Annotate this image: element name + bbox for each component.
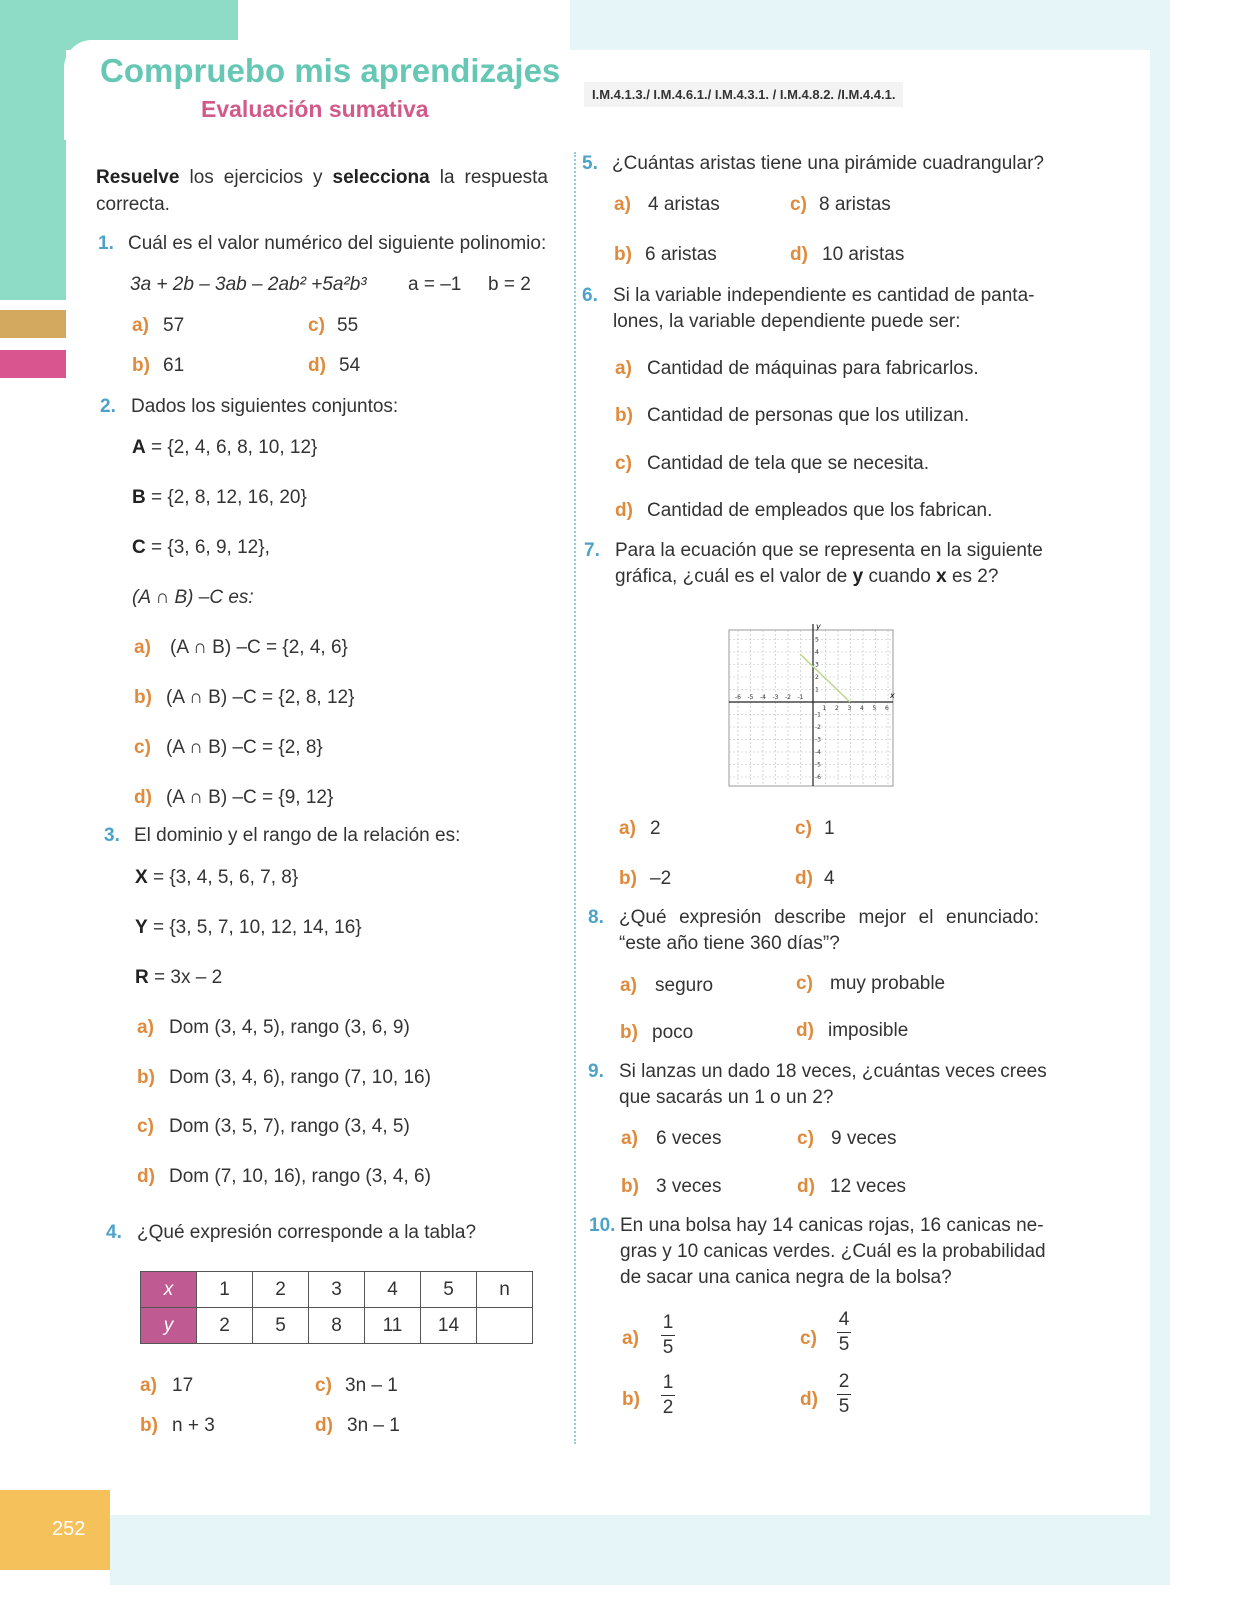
- q3-option-letter[interactable]: c): [137, 1116, 154, 1137]
- q8-option-letter[interactable]: a): [620, 975, 637, 996]
- y-tick-label: -6: [815, 774, 821, 781]
- q3-option-a[interactable]: Dom (3, 4, 5), rango (3, 6, 9): [169, 1017, 410, 1038]
- y-tick-label: -4: [815, 749, 821, 756]
- x-tick-label: -3: [772, 694, 779, 701]
- y-tick-label: -5: [815, 761, 821, 769]
- q2-option-b[interactable]: (A ∩ B) –C = {2, 8, 12}: [166, 687, 355, 708]
- table-cell: 2: [253, 1272, 309, 1308]
- q5-option-letter[interactable]: b): [614, 244, 632, 265]
- q6-option-letter[interactable]: c): [615, 453, 632, 474]
- bottom-band: [110, 1515, 1170, 1585]
- q10-option-letter[interactable]: b): [622, 1389, 640, 1410]
- q5-text: ¿Cuántas aristas tiene una pirámide cuadrangular?: [612, 153, 1044, 174]
- q10-option-letter[interactable]: c): [800, 1328, 817, 1349]
- q4-option-a[interactable]: 17: [172, 1375, 194, 1396]
- q1-b-value: b = 2: [488, 274, 531, 295]
- q1-option-c[interactable]: 55: [337, 315, 359, 336]
- x-tick-label: 4: [860, 705, 864, 712]
- x-tick-label: -2: [785, 694, 791, 701]
- right-band: [1150, 0, 1170, 1585]
- q9-option-c[interactable]: 9 veces: [831, 1128, 897, 1149]
- q7-option-letter[interactable]: b): [619, 868, 637, 889]
- q10-text-line2: gras y 10 canicas verdes. ¿Cuál es la probabilidad: [620, 1241, 1046, 1262]
- q3-option-letter[interactable]: b): [137, 1067, 155, 1088]
- q4-option-letter[interactable]: c): [315, 1375, 332, 1396]
- x-tick-label: -1: [797, 694, 804, 701]
- y-tick-label: 4: [815, 649, 819, 656]
- q5-option-letter[interactable]: d): [790, 244, 808, 265]
- q10-option-letter[interactable]: a): [622, 1328, 639, 1349]
- q4-option-b[interactable]: n + 3: [172, 1415, 215, 1436]
- q10-option-letter[interactable]: d): [800, 1389, 818, 1410]
- q8-option-b[interactable]: poco: [652, 1022, 694, 1043]
- q3-option-b[interactable]: Dom (3, 4, 6), rango (7, 10, 16): [169, 1067, 431, 1088]
- q1-number: 1.: [98, 233, 114, 254]
- q5-number: 5.: [582, 153, 598, 174]
- x-tick-label: 1: [822, 705, 827, 712]
- x-tick-label: 6: [885, 705, 889, 712]
- page-subtitle: Evaluación sumativa: [201, 96, 429, 122]
- q10-option-d-fraction[interactable]: 2 5: [838, 1371, 850, 1417]
- q6-option-letter[interactable]: d): [615, 500, 633, 521]
- q6-option-d[interactable]: Cantidad de empleados que los fabrican.: [647, 500, 993, 521]
- table-row: [141, 1308, 533, 1344]
- q9-option-letter[interactable]: d): [797, 1176, 815, 1197]
- table-row: [141, 1272, 533, 1308]
- q6-number: 6.: [582, 285, 598, 306]
- q5-option-b[interactable]: 6 aristas: [645, 244, 717, 265]
- q1-option-d[interactable]: 54: [339, 355, 361, 376]
- q10-option-b-fraction[interactable]: 1 2: [662, 1372, 674, 1418]
- q2-option-letter[interactable]: d): [134, 787, 152, 808]
- q2-option-letter[interactable]: c): [134, 737, 151, 758]
- q2-number: 2.: [100, 396, 116, 417]
- q10-text-line1: En una bolsa hay 14 canicas rojas, 16 canicas ne-: [620, 1215, 1044, 1236]
- set-a: A = {2, 4, 6, 8, 10, 12}: [132, 437, 318, 458]
- top-right-band: [570, 0, 1170, 50]
- q8-text-line1: ¿Qué expresión describe mejor el enunciado:: [619, 907, 1039, 928]
- q9-option-letter[interactable]: c): [797, 1128, 814, 1149]
- q9-option-letter[interactable]: a): [621, 1128, 638, 1149]
- coordinate-graph: [728, 622, 896, 788]
- q1-text: Cuál es el valor numérico del siguiente polinomio:: [128, 233, 547, 254]
- x-axis-label: x: [890, 691, 895, 700]
- pink-tab: [0, 350, 66, 378]
- q4-option-c[interactable]: 3n – 1: [345, 1375, 398, 1396]
- x-tick-label: -6: [735, 694, 741, 701]
- q7-option-b[interactable]: –2: [650, 868, 672, 889]
- q4-option-letter[interactable]: a): [140, 1375, 157, 1396]
- q8-option-d[interactable]: imposible: [828, 1020, 909, 1041]
- q1-option-letter[interactable]: d): [308, 355, 326, 376]
- y-tick-label: 5: [815, 636, 819, 644]
- q6-option-letter[interactable]: a): [615, 358, 632, 379]
- q9-option-a[interactable]: 6 veces: [656, 1128, 722, 1149]
- q10-option-a-fraction[interactable]: 1 5: [662, 1312, 674, 1358]
- set-c: C = {3, 6, 9, 12},: [132, 537, 270, 558]
- x-tick-label: 5: [872, 705, 877, 712]
- table-cell: 2: [197, 1308, 253, 1344]
- table-header-y: y: [141, 1308, 197, 1344]
- q1-option-a[interactable]: 57: [163, 315, 185, 336]
- q6-option-letter[interactable]: b): [615, 405, 633, 426]
- q9-text-line1: Si lanzas un dado 18 veces, ¿cuántas veces crees: [619, 1061, 1047, 1082]
- left-band: [0, 0, 66, 300]
- relation-r: R = 3x – 2: [135, 967, 223, 988]
- set-b: B = {2, 8, 12, 16, 20}: [132, 487, 307, 508]
- q3-number: 3.: [104, 825, 120, 846]
- q8-option-letter[interactable]: d): [796, 1020, 814, 1041]
- table-header-x: x: [141, 1272, 197, 1308]
- q2-option-a[interactable]: (A ∩ B) –C = {2, 4, 6}: [170, 637, 348, 658]
- gold-tab: [0, 310, 66, 338]
- q9-number: 9.: [588, 1061, 604, 1082]
- q1-option-letter[interactable]: c): [308, 315, 325, 336]
- indicator-codes: I.M.4.1.3./ I.M.4.6.1./ I.M.4.3.1. / I.M.4.8.2. /I.M.4.4.1.: [584, 82, 903, 107]
- values-table: [140, 1271, 533, 1344]
- x-tick-label: -5: [747, 694, 754, 701]
- x-tick-label: -4: [760, 694, 766, 701]
- q9-option-d[interactable]: 12 veces: [830, 1176, 907, 1197]
- q10-text-line3: de sacar una canica negra de la bolsa?: [620, 1267, 952, 1288]
- y-tick-label: -1: [815, 711, 821, 719]
- page-number: 252: [52, 1518, 86, 1540]
- q1-option-letter[interactable]: b): [132, 355, 150, 376]
- q7-number: 7.: [584, 540, 600, 561]
- q7-option-a[interactable]: 2: [650, 818, 661, 839]
- q2-option-c[interactable]: (A ∩ B) –C = {2, 8}: [166, 737, 323, 758]
- q7-option-d[interactable]: 4: [824, 868, 835, 889]
- q3-option-letter[interactable]: a): [137, 1017, 154, 1038]
- y-tick-label: 2: [815, 674, 819, 681]
- graph-frame: [729, 630, 893, 786]
- table-cell: 8: [309, 1308, 365, 1344]
- q4-option-letter[interactable]: b): [140, 1415, 158, 1436]
- q7-text-line2: gráfica, ¿cuál es el valor de y cuando x es 2?: [615, 566, 999, 587]
- set-y: Y = {3, 5, 7, 10, 12, 14, 16}: [135, 917, 362, 938]
- q5-option-a[interactable]: 4 aristas: [648, 194, 720, 215]
- q8-option-c[interactable]: muy probable: [830, 973, 946, 994]
- q3-text: El dominio y el rango de la relación es:: [134, 825, 461, 846]
- q3-option-letter[interactable]: d): [137, 1166, 155, 1187]
- q5-option-c[interactable]: 8 aristas: [819, 194, 891, 215]
- q4-option-d[interactable]: 3n – 1: [347, 1415, 400, 1436]
- q6-option-c[interactable]: Cantidad de tela que se necesita.: [647, 453, 930, 474]
- y-tick-label: 3: [815, 661, 819, 669]
- table-cell: 4: [365, 1272, 421, 1308]
- table-cell: 11: [365, 1308, 421, 1344]
- q9-text-line2: que sacarás un 1 o un 2?: [619, 1087, 834, 1108]
- table-cell: n: [477, 1272, 533, 1308]
- table-cell: 1: [197, 1272, 253, 1308]
- table-cell: 3: [309, 1272, 365, 1308]
- q7-option-letter[interactable]: d): [795, 868, 813, 889]
- q2-option-letter[interactable]: b): [134, 687, 152, 708]
- q1-option-letter[interactable]: a): [132, 315, 149, 336]
- table-cell: 14: [421, 1308, 477, 1344]
- q2-option-d[interactable]: (A ∩ B) –C = {9, 12}: [166, 787, 334, 808]
- y-tick-label: -2: [815, 724, 821, 731]
- column-divider: [574, 152, 576, 1444]
- table-cell: 5: [253, 1308, 309, 1344]
- q8-option-letter[interactable]: c): [796, 973, 813, 994]
- q2-expression: (A ∩ B) –C es:: [132, 587, 254, 608]
- q1-expression: 3a + 2b – 3ab – 2ab² +5a²b³: [130, 274, 367, 295]
- q7-text-line1: Para la ecuación que se representa en la siguiente: [615, 540, 1043, 561]
- y-tick-label: 1: [815, 686, 819, 694]
- q1-a-value: a = –1: [408, 274, 462, 295]
- q7-option-letter[interactable]: c): [795, 818, 812, 839]
- q3-option-c[interactable]: Dom (3, 5, 7), rango (3, 4, 5): [169, 1116, 410, 1137]
- q8-text-line2: “este año tiene 360 días”?: [619, 933, 840, 954]
- q8-option-a[interactable]: seguro: [655, 975, 714, 996]
- y-axis-label: y: [816, 622, 821, 631]
- q6-option-b[interactable]: Cantidad de personas que los utilizan.: [647, 405, 970, 426]
- q10-option-c-fraction[interactable]: 4 5: [838, 1309, 850, 1355]
- q7-option-c[interactable]: 1: [824, 818, 835, 839]
- q5-option-d[interactable]: 10 aristas: [822, 244, 905, 265]
- x-tick-label: 2: [835, 705, 839, 712]
- page-title: Compruebo mis aprendizajes: [100, 52, 561, 89]
- q4-number: 4.: [106, 1222, 122, 1243]
- q6-text-line2: lones, la variable dependiente puede ser:: [613, 311, 961, 332]
- q2-text: Dados los siguientes conjuntos:: [131, 396, 399, 417]
- y-tick-label: -3: [815, 736, 821, 744]
- instruction-verb-selecciona: selecciona: [332, 167, 430, 188]
- q5-option-letter[interactable]: c): [790, 194, 807, 215]
- q9-option-letter[interactable]: b): [621, 1176, 639, 1197]
- q1-option-b[interactable]: 61: [163, 355, 185, 376]
- q7-option-letter[interactable]: a): [619, 818, 636, 839]
- q2-option-letter[interactable]: a): [134, 637, 151, 658]
- table-cell: [477, 1308, 533, 1344]
- q4-text: ¿Qué expresión corresponde a la tabla?: [137, 1222, 477, 1243]
- q4-option-letter[interactable]: d): [315, 1415, 333, 1436]
- q8-option-letter[interactable]: b): [620, 1022, 638, 1043]
- q9-option-b[interactable]: 3 veces: [656, 1176, 722, 1197]
- q3-option-d[interactable]: Dom (7, 10, 16), rango (3, 4, 6): [169, 1166, 431, 1187]
- q10-number: 10.: [589, 1215, 616, 1236]
- instruction-verb-resuelve: Resuelve: [96, 167, 180, 188]
- table-cell: 5: [421, 1272, 477, 1308]
- x-tick-label: 3: [847, 705, 852, 712]
- q8-number: 8.: [588, 907, 604, 928]
- set-x: X = {3, 4, 5, 6, 7, 8}: [135, 867, 299, 888]
- q6-option-a[interactable]: Cantidad de máquinas para fabricarlos.: [647, 358, 979, 379]
- q6-text-line1: Si la variable independiente es cantidad de panta-: [613, 285, 1035, 306]
- instructions: Resuelve los ejercicios y selecciona la respuesta correcta.: [96, 167, 548, 215]
- q5-option-letter[interactable]: a): [614, 194, 631, 215]
